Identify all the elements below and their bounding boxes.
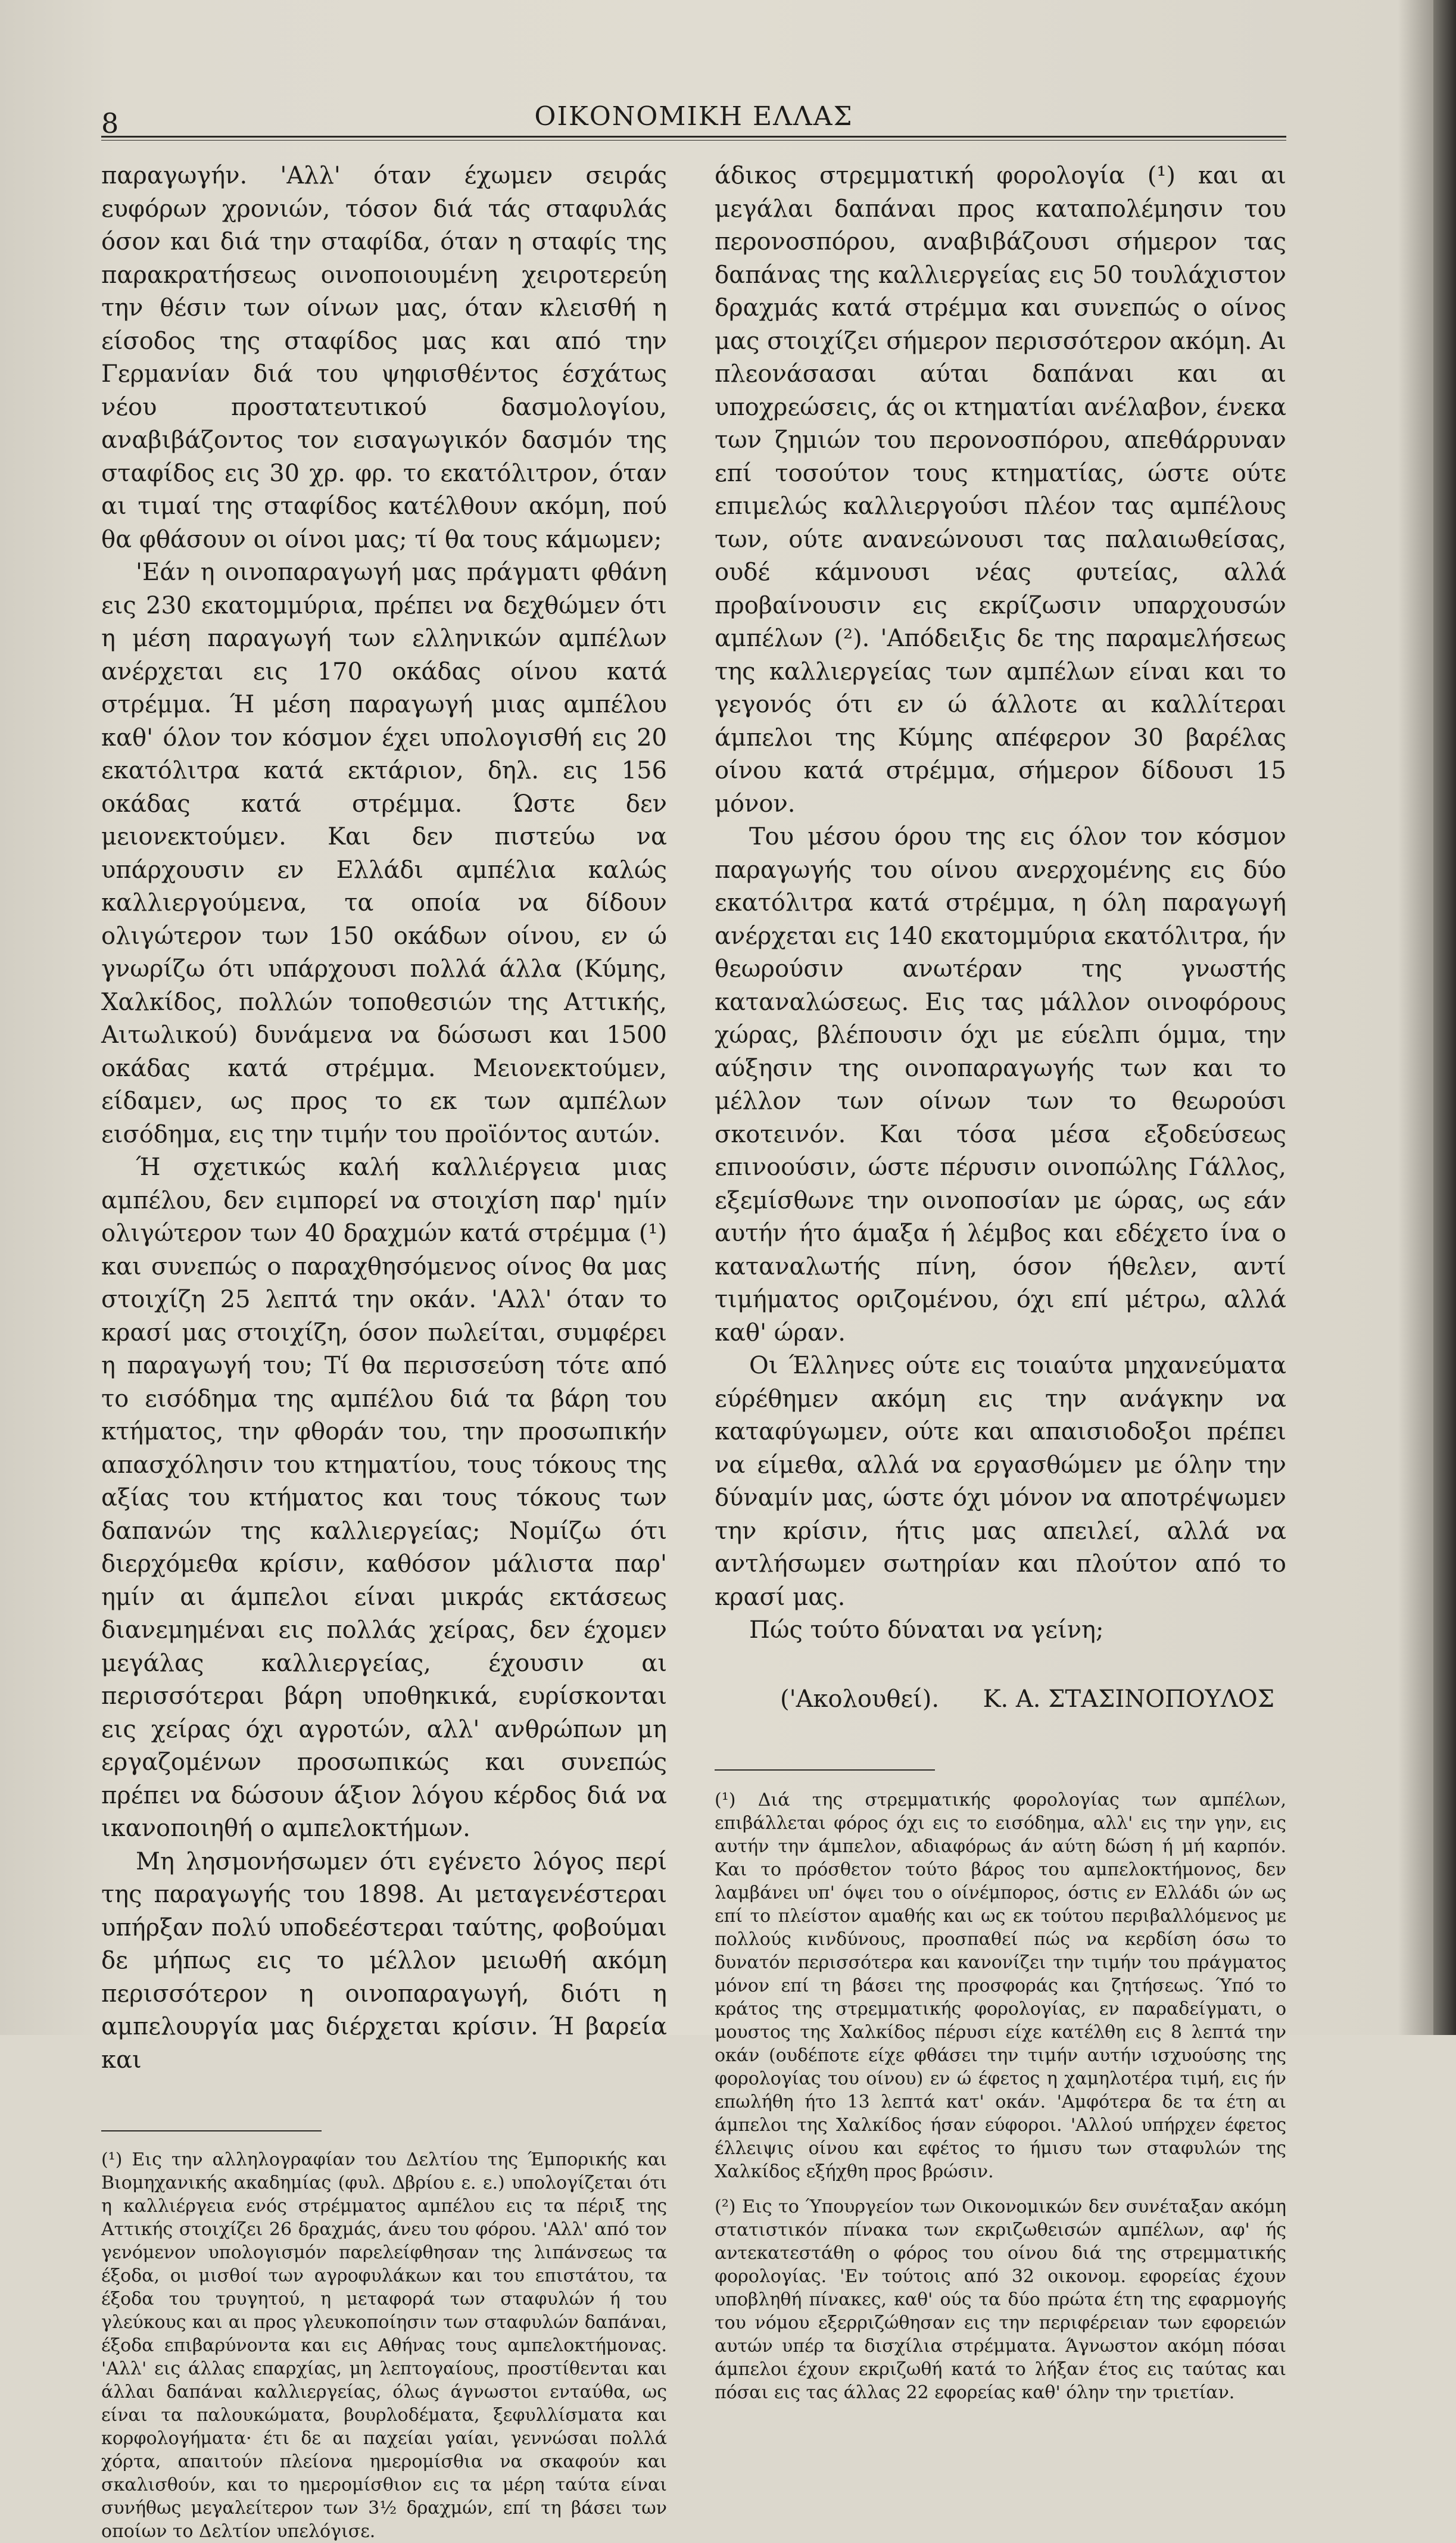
left-column [101, 160, 667, 2543]
signature-line [715, 1683, 1286, 1716]
right-footnote-1: (¹) Διά της στρεμματικής φορολογίας των αμπέλων, επιβάλλεται φόρος όχι εις το εισόδημα, αλλ' εις την γην, εις αυτήν την άμπελον, αδιαφόρως άν αύτη δώση ή μή καρπόν. Και το πρόσθετον τούτο βάρος του αμπελοκτήμονος, δεν λαμβάνει υπ' όψει του ο οίνέμπορος, όστις εν Ελλάδι ών ως επί το πλείστον αμαθής και ως εκ τούτου περιβαλλόμενος με πολλούς κινδύνους, προσπαθεί πώς να κερδίση όσω το δυνατόν περισσότερα και κανονίζει την τιμήν του πράγματος μόνον επί τη βάσει της προσφοράς και ζητήσεως. Ύπό το κράτος της στρεμματικής φορολογίας, εν παραδείγματι, ο μουστος της Χαλκίδος πέρυσι είχε κατέλθη εις 8 λεπτά την οκάν (ουδέποτε είχε φθάσει την τιμήν αυτήν ισχυούσης της φορολογίας του οίνου) εν ώ έφετος η χαμηλοτέρα τιμή, εις ήν επωλήθη ήτο 13 λεπτά κατ' οκάν. 'Αμφότερα δε τα έτη αι άμπελοι της Χαλκίδος ήσαν εύφοροι. 'Αλλού υπήρχεν έφετος έλλειψις οίνου και εφέτος το ήμισυ των σταφυλών της Χαλκίδος εξήχθη προς βρώσιν. [715, 1790, 1286, 2182]
left-footnote-1: (¹) Εις την αλληλογραφίαν του Δελτίου της Έμπορικής και Βιομηχανικής ακαδημίας (φυλ. Δβρίου ε. ε.) υπολογίζεται ότι η καλλιέργεια ενός στρέμματος αμπέλου εις τα πέριξ της Αττικής στοιχίζει 26 δραχμάς, άνευ του φόρου. 'Αλλ' από τον γενόμενον υπολογισμόν παρελείφθησαν της λιπάνσεως τα έξοδα, οι μισθοί των αγροφυλάκων και του επιστάτου, τα έξοδα του τρυγητού, η μεταφορά των σταφυλών ή του γλεύκους και αι προς γλευκοποίησιν των σταφυλών δαπάναι, έξοδα επιβαρύνοντα και εις Αθήνας τους αμπελοκτήμονας. 'Αλλ' εις άλλας επαρχίας, μη λεπτογαίους, προστίθενται και άλλαι δαπάναι καλλιεργείας, όλως άγνωστοι ενταύθα, ως είναι τα παλουκώματα, βουρλοδέματα, ξεφυλλίσματα και κορφολογήματα· έτι δε αι παχείαι γαίαι, γεννώσαι πολλά χόρτα, απαιτούν πλείονα ημερομίσθια να σκαφούν και σκαλισθούν, και το ημερομίσθιον εις τα μέρη ταύτα είναι συνήθως μεγαλείτερον των 3½ δραχμών, επί τη βάσει των οποίων το Δελτίον υπελόγισε. [101, 2149, 667, 2542]
left-footnote-rule [101, 2130, 322, 2131]
author-name: Κ. Α. ΣΤΑΣΙΝΟΠΟΥΛΟΣ [983, 1685, 1274, 1713]
page-binding-edge [1433, 0, 1456, 2035]
left-paragraph-3: Ή σχετικώς καλή καλλιέργεια μιας αμπέλου, δεν ειμπορεί να στοιχίση παρ' ημίν ολιγώτερον των 40 δραχμών κατά στρέμμα (¹) και συνεπώς ο παραχθησόμενος οίνος θα μας στοιχίζη 25 λεπτά την οκάν. 'Αλλ' όταν το κρασί μας στοιχίζη, όσον πωλείται, συμφέρει η παραγωγή του; Τί θα περισσεύση τότε από το εισόδημα της αμπέλου διά τα βάρη του κτήματος, την φθοράν του, την προσωπικήν απασχόλησιν του κτηματίου, τους τόκους της αξίας του κτήματος και τους τόκους των δαπανών της καλλιεργείας; Νομίζω ότι διερχόμεθα κρίσιν, καθόσον μάλιστα παρ' ημίν αι άμπελοι είναι μικράς εκτάσεως διανεμημέναι εις πολλάς χείρας, δεν έχομεν μεγάλας καλλιεργείας, έχουσιν αι περισσότεραι βάρη υποθηκικά, ευρίσκονται εις χείρας όχι αγροτών, αλλ' ανθρώπων μη εργαζομένων προσωπικώς και συνεπώς πρέπει να δώσουν άξιον λόγου κέρδος διά να ικανοποιηθή ο αμπελοκτήμων. [101, 1154, 667, 1842]
header-rule [101, 136, 1286, 141]
right-footnote-rule [715, 1769, 935, 1771]
left-paragraph-4: Μη λησμονήσωμεν ότι εγένετο λόγος περί της παραγωγής του 1898. Αι μεταγενέστεραι υπήρξαν πολύ υποδεέστεραι ταύτης, φοβούμαι δε μήπως εις το μέλλον μειωθή ακόμη περισσότερον η οινοπαραγωγή, διότι η αμπελουργία μας διέρχεται κρίσιν. Ή βαρεία και [101, 1847, 667, 2074]
continued-note: ('Ακολουθεί). [780, 1685, 940, 1713]
left-paragraph-2: 'Εάν η οινοπαραγωγή μας πράγματι φθάνη εις 230 εκατομμύρια, πρέπει να δεχθώμεν ότι η μέση παραγωγή των ελληνικών αμπέλων ανέρχεται εις 170 οκάδας οίνου κατά στρέμμα. Ή μέση παραγωγή μιας αμπέλου καθ' όλον τον κόσμον έχει υπολογισθή εις 20 εκατόλιτρα κατά εκτάριον, δηλ. εις 156 οκάδας κατά στρέμμα. Ώστε δεν μειονεκτούμεν. Και δεν πιστεύω να υπάρχουσιν εν Ελλάδι αμπέλια καλώς καλλιεργούμενα, τα οποία να δίδουν ολιγώτερον των 150 οκάδων οίνου, εν ώ γνωρίζω ότι υπάρχουσι πολλά άλλα (Κύμης, Χαλκίδος, πολλών τοποθεσιών της Αττικής, Αιτωλικού) δυνάμενα να δώσωσι και 1500 οκάδας κατά στρέμμα. Μειονεκτούμεν, είδαμεν, ως προς το εκ των αμπέλων εισόδημα, εις την τιμήν του προϊόντος αυτών. [101, 559, 667, 1148]
page-number: 8 [101, 107, 119, 139]
right-paragraph-3: Οι Έλληνες ούτε εις τοιαύτα μηχανεύματα εύρέθημεν ακόμη εις την ανάγκην να καταφύγωμεν, ούτε και απαισιοδοξοι πρέπει να είμεθα, αλλά να εργασθώμεν με όλην την δύναμίν μας, ώστε όχι μόνον να αποτρέψωμεν την κρίσιν, ήτις μας απειλεί, αλλά να αντλήσωμεν σωτηρίαν και πλούτον από το κρασί μας. [715, 1352, 1286, 1611]
right-paragraph-4: Πώς τούτο δύναται να γείνη; [749, 1616, 1104, 1644]
right-paragraph-1: άδικος στρεμματική φορολογία (¹) και αι μεγάλαι δαπάναι προς καταπολέμησιν του περονοσπόρου, αναβιβάζουσι σήμερον τας δαπάνας της καλλιεργείας εις 50 τουλάχιστον δραχμάς κατά στρέμμα και συνεπώς ο οίνος μας στοιχίζει σήμερον περισσότερον ακόμη. Αι πλεονάσασαι αύται δαπάναι και αι υποχρεώσεις, άς οι κτηματίαι ανέλαβον, ένεκα των ζημιών του περονοσπόρου, απεθάρρυναν επί τοσούτον τους κτηματίας, ώστε ούτε επιμελώς καλλιεργούσι πλέον τας αμπέλους των, ούτε ανανεώνουσι τας παλαιωθείσας, ουδέ κάμνουσι νέας φυτείας, αλλά προβαίνουσιν εις εκρίζωσιν υπαρχουσών αμπέλων (²). 'Απόδειξις δε της παραμελήσεως της καλλιεργείας των αμπέλων είναι και το γεγονός ότι εν ώ άλλοτε αι καλλίτεραι άμπελοι της Κύμης απέφερον 30 βαρέλας οίνου κατά στρέμμα, σήμερον δίδουσι 15 μόνον. [715, 162, 1286, 818]
left-paragraph-1: παραγωγήν. 'Αλλ' όταν έχωμεν σειράς ευφόρων χρονιών, τόσον διά τάς σταφυλάς όσον και διά την σταφίδα, όταν η σταφίς της παρακρατήσεως οινοποιουμένη χειροτερεύη την θέσιν των οίνων μας, όταν κλεισθή η είσοδος της σταφίδος μας και από την Γερμανίαν διά του ψηφισθέντος έσχάτως νέου προστατευτικού δασμολογίου, αναβιβάζοντος τον εισαγωγικόν δασμόν της σταφίδος εις 30 χρ. φρ. το εκατόλιτρον, όταν αι τιμαί της σταφίδος κατέλθουν ακόμη, πού θα φθάσουν οι οίνοι μας; τί θα τους κάμωμεν; [101, 162, 667, 553]
right-paragraph-2: Του μέσου όρου της εις όλον τον κόσμον παραγωγής του οίνου ανερχομένης εις δύο εκατόλιτρα κατά στρέμμα, η όλη παραγωγή ανέρχεται εις 140 εκατομμύρια εκατόλιτρα, ήν θεωρούσιν ανωτέραν της γνωστής καταναλώσεως. Εις τας μάλλον οινοφόρους χώρας, βλέπουσιν όχι με εύελπι όμμα, την αύξησιν της οινοπαραγωγής των και το μέλλον των οίνων των το θεωρούσι σκοτεινόν. Και τόσα μέσα εξοδεύσεως επινοούσιν, ώστε πέρυσιν οινοπώλης Γάλλος, εξεμίσθωνε την οινοποσίαν με ώρας, ως εάν αυτήν ήτο άμαξα ή λέμβος και εδέχετο ίνα ο καταναλωτής πίνη, όσον ήθελεν, αντί τιμήματος οριζομένου, όχι επί μέτρω, αλλά καθ' ώραν. [715, 823, 1286, 1347]
right-footnote-2: (²) Εις το Ύπουργείον των Οικονομικών δεν συνέταξαν ακόμη στατιστικόν πίνακα των εκριζωθεισών αμπέλων, αφ' ής αντεκατεστάθη ο φόρος του οίνου διά της στρεμματικής φορολογίας. 'Εν τούτοις από 32 οικονομ. εφορείας έχουν υποβληθή πίνακες, καθ' ούς τα δύο πρώτα έτη της εφαρμογής του νόμου εξερριζώθησαν εις την περιφέρειαν των εφορειών αυτών υπέρ τα δισχίλια στρέμματα. Άγνωστον ακόμη πόσαι άμπελοι έχουν εκριζωθή κατά το λήξαν έτος εις ταύτας και πόσαι εις τας άλλας 22 εφορείας καθ' όλην την τριετίαν. [715, 2196, 1286, 2403]
right-column [715, 160, 1286, 2404]
running-head [101, 89, 1286, 137]
journal-title: ΟΙΚΟΝΟΜΙΚΗ ΕΛΛΑΣ [534, 101, 853, 132]
